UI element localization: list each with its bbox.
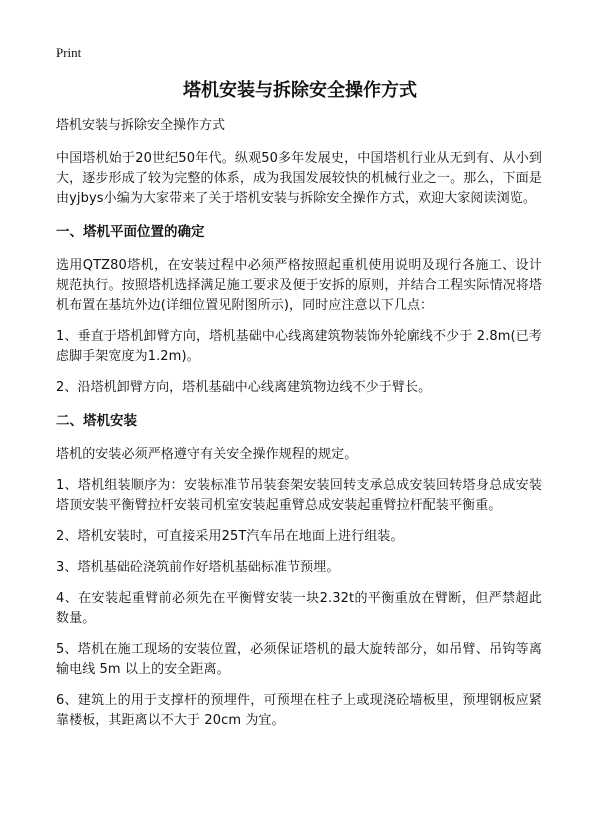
- section-2-paragraph-5: 4、在安装起重臂前必须先在平衡臂安装一块2.32t的平衡重放在臂断，但严禁超此数量。: [56, 591, 542, 626]
- print-link[interactable]: Print: [56, 45, 82, 60]
- page-title: 塔机安装与拆除安全操作方式: [183, 80, 417, 101]
- section-1-paragraph-3: 2、沿塔机卸臂方向，塔机基础中心线离建筑物边线不少于臂长。: [56, 380, 432, 395]
- section-2-paragraph-3: 2、塔机安装时，可直接采用25T汽车吊在地面上进行组装。: [56, 529, 404, 544]
- section-heading-1: 一、塔机平面位置的确定: [56, 224, 205, 240]
- section-2-paragraph-2: 1、塔机组装顺序为：安装标准节吊装套架安装回转支承总成安装回转塔身总成安装塔顶安装平衡臂拉杆安装司机室安装起重臂总成安装起重臂拉杆配装平衡重。: [56, 478, 542, 513]
- section-1-paragraph-1: 选用QTZ80塔机，在安装过程中必须严格按照起重机使用说明及现行各施工、设计规范执行。按照塔机选择满足施工要求及便于安拆的原则，并结合工程实际情况将塔机布置在基坑外边(详细位置见附图所示)，同时应注意以下几点：: [56, 258, 542, 313]
- section-1-paragraph-2: 1、垂直于塔机卸臂方向，塔机基础中心线离建筑物装饰外轮廓线不少于 2.8m(已考虑脚手架宽度为1.2m)。: [56, 329, 542, 364]
- intro-paragraph: 中国塔机始于20世纪50年代。纵观50多年发展史，中国塔机行业从无到有、从小到大，逐步形成了较为完整的体系，成为我国发展较快的机械行业之一。那么，下面是由yjbys小编为大家带来了关于塔机安装与拆除安全操作方式，欢迎大家阅读浏览。: [56, 151, 542, 206]
- section-heading-2: 二、塔机安装: [56, 413, 137, 429]
- section-2-paragraph-7: 6、建筑上的用于支撑杆的预埋件，可预埋在柱子上或现浇砼墙板里，预埋钢板应紧靠楼板，其距离以不大于 20cm 为宜。: [56, 693, 542, 728]
- article-body: [56, 116, 542, 742]
- section-2-paragraph-1: 塔机的安装必须严格遵守有关安全操作规程的规定。: [56, 447, 358, 462]
- article-subtitle: 塔机安装与拆除安全操作方式: [56, 118, 226, 133]
- section-2-paragraph-6: 5、塔机在施工现场的安装位置，必须保证塔机的最大旋转部分，如吊臂、吊钩等离输电线 5m 以上的安全距离。: [56, 642, 542, 677]
- section-2-paragraph-4: 3、塔机基础砼浇筑前作好塔机基础标准节预埋。: [56, 560, 340, 575]
